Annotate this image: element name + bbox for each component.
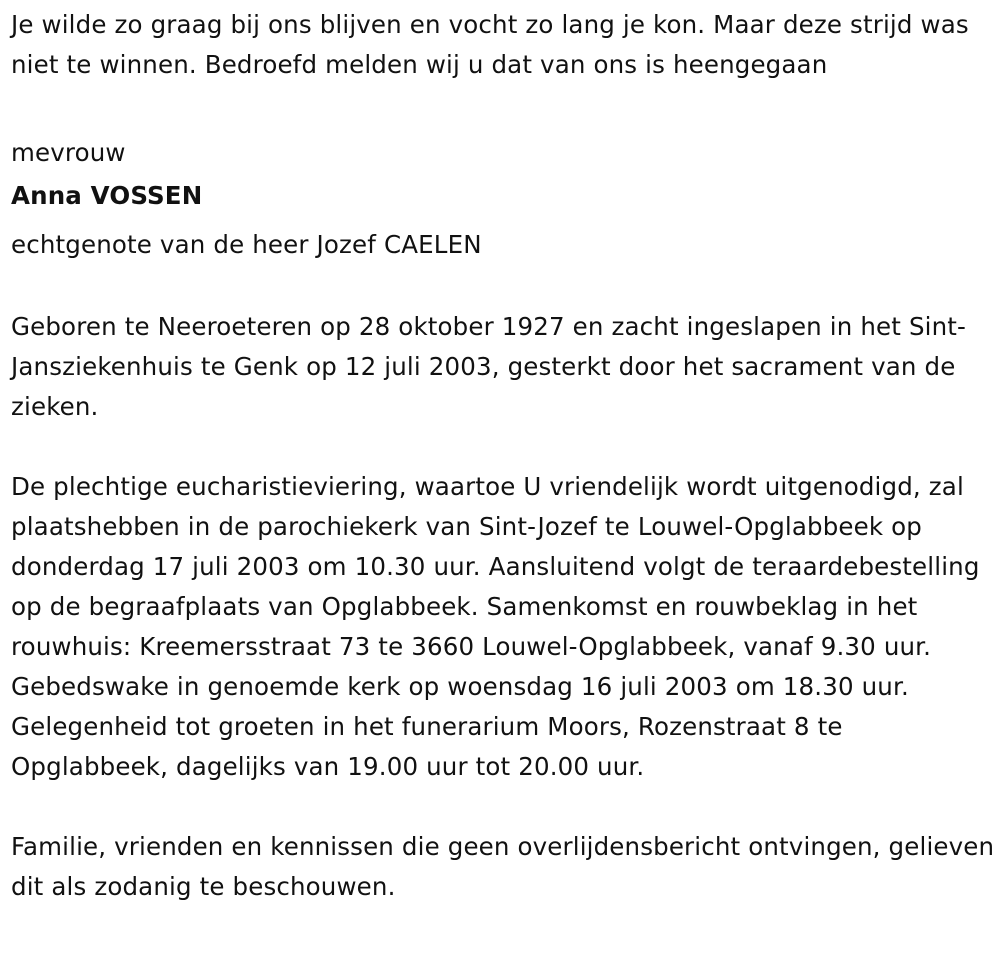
honorific: mevrouw [11, 138, 126, 167]
spacer [11, 85, 996, 125]
ceremony-paragraph: De plechtige eucharistieviering, waartoe U vriendelijk wordt uitgenodigd, zal plaatshebben in de parochiekerk van Sint-Jozef te Louwel-Opglabbeek op donderdag 17 juli 2003 om 10.30 uur. Aansluitend volgt de teraardebestelling op de begraafplaats van Opglabbeek. Samenkomst en rouwbeklag in het rouwhuis: Kreemersstraat 73 te 3660 Louwel-Opglabbeek, vanaf 9.30 uur. Gebedswake in genoemde kerk op woensdag 16 juli 2003 om 18.30 uur. Gelegenheid tot groeten in het funerarium Moors, Rozenstraat 8 te Opglabbeek, dagelijks van 19.00 uur tot 20.00 uur. [11, 472, 980, 781]
spacer [11, 427, 996, 467]
obituary-notice [11, 5, 996, 907]
spacer [11, 267, 996, 307]
closing-paragraph: Familie, vrienden en kennissen die geen overlijdensbericht ontvingen, gelieven dit als zodanig te beschouwen. [11, 832, 995, 901]
deceased-name: Anna VOSSEN [11, 181, 203, 210]
spacer [11, 787, 996, 827]
birth-death-paragraph: Geboren te Neeroeteren op 28 oktober 1927 en zacht ingeslapen in het Sint-Jansziekenhuis te Genk op 12 juli 2003, gesterkt door het sacrament van de zieken. [11, 312, 967, 421]
spouse-line: echtgenote van de heer Jozef CAELEN [11, 230, 482, 259]
intro-paragraph: Je wilde zo graag bij ons blijven en vocht zo lang je kon. Maar deze strijd was niet te winnen. Bedroefd melden wij u dat van ons is heengegaan [11, 10, 969, 79]
